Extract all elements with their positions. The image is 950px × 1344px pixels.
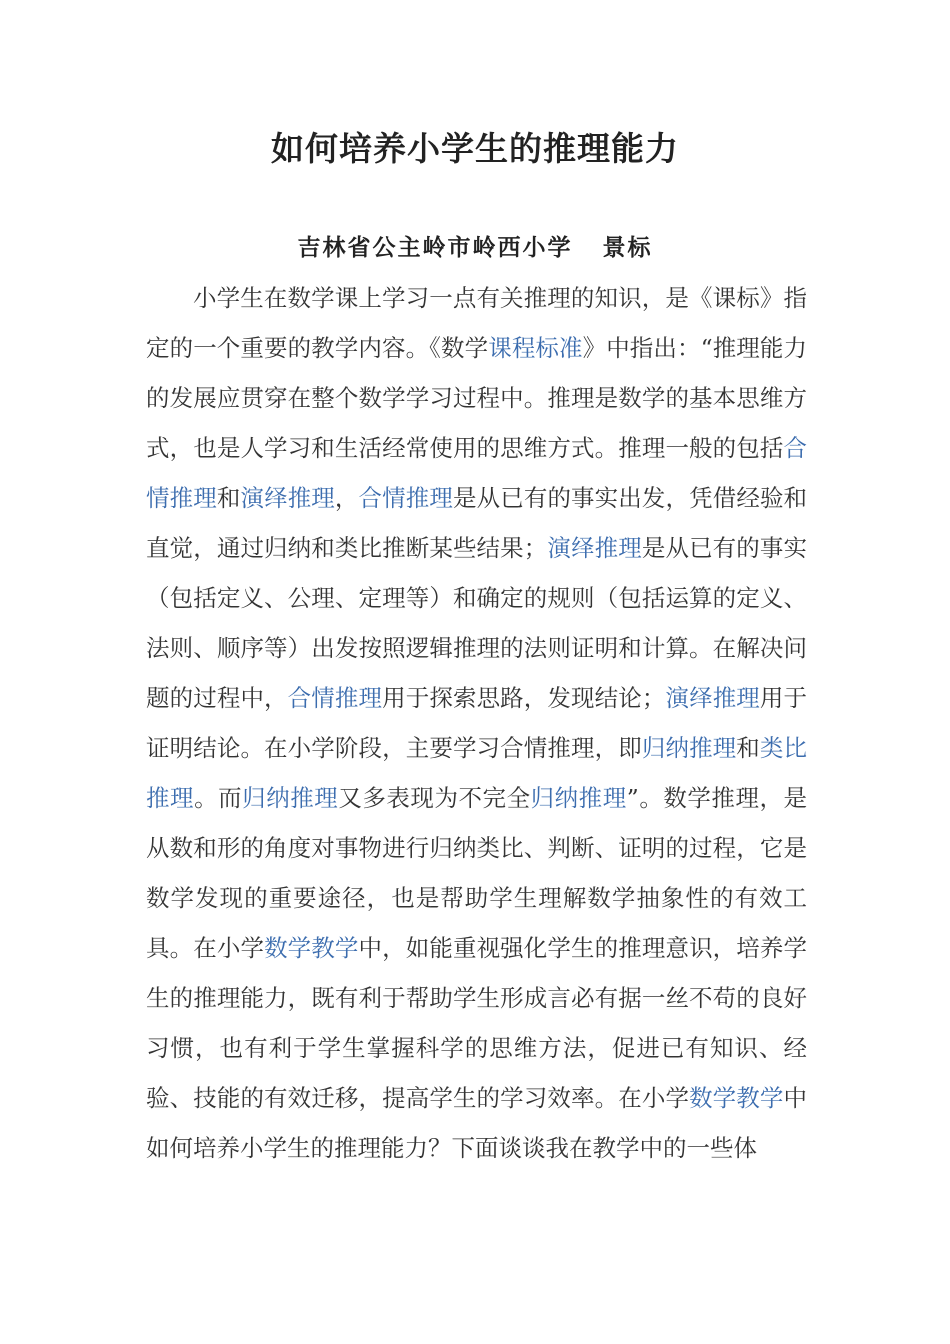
inline-link-keyword[interactable]: 类比推理: [146, 734, 808, 812]
inline-link-keyword[interactable]: 合情推理: [146, 434, 807, 512]
inline-link-keyword[interactable]: 数学教学: [689, 1084, 784, 1112]
text-run: 是从已有的事实出发，凭借经验和直觉，通过归纳和类比推断某些结果；: [146, 484, 808, 562]
text-run: 小学生在数学课上学习一点有关推理的知识，是《课标》指定的一个重要的教学内容。《数学: [146, 284, 807, 362]
inline-link-keyword[interactable]: 合情推理: [287, 684, 383, 712]
inline-link-keyword[interactable]: 演绎推理: [240, 484, 335, 512]
text-run: 用于探索思路，发现结论；: [382, 684, 666, 712]
inline-link-keyword[interactable]: 课程标准: [488, 334, 583, 362]
text-run: 用于证明结论。在小学阶段，主要学习合情推理，即: [146, 684, 808, 762]
text-run: 是从已有的事实（包括定义、公理、定理等）和确定的规则（包括运算的定义、法则、顺序等）出发按照逻辑推理的法则证明和计算。在解决问题的过程中，: [146, 534, 808, 712]
text-run: 和: [216, 484, 241, 512]
inline-link-keyword[interactable]: 归纳推理: [530, 784, 627, 812]
author-name: 景标: [602, 234, 653, 261]
inline-link-keyword[interactable]: 演绎推理: [665, 684, 760, 712]
text-run: 和: [736, 734, 760, 762]
inline-link-keyword[interactable]: 数学教学: [264, 934, 359, 962]
text-run: 中，如能重视强化学生的推理意识，培养学生的推理能力，既有利于帮助学生形成言必有据一丝不苟的良好习惯，也有利于学生掌握科学的思维方法，促进已有知识、经验、技能的有效迁移，提高学生的学习效率。在小学: [146, 934, 808, 1112]
inline-link-keyword[interactable]: 合情推理: [358, 484, 453, 512]
text-run: 。而: [194, 784, 243, 812]
text-run: 中如何培养小学生的推理能力？下面谈谈我在教学中的一些体: [146, 1084, 808, 1162]
author-organization: 吉林省公主岭市岭西小学: [297, 234, 573, 261]
text-run: ，: [334, 484, 359, 512]
author-line: [0, 231, 950, 265]
text-run: 》中指出：“推理能力的发展应贯穿在整个数学学习过程中。推理是数学的基本思维方式，也是人学习和生活经常使用的思维方式。推理一般的包括: [146, 334, 808, 462]
inline-link-keyword[interactable]: 归纳推理: [242, 784, 339, 812]
document-title: 如何培养小学生的推理能力: [271, 129, 679, 168]
inline-link-keyword[interactable]: 演绎推理: [547, 534, 642, 562]
text-run: 又多表现为不完全: [338, 784, 531, 812]
text-run: ”。数学推理，是从数和形的角度对事物进行归纳类比、判断、证明的过程，它是数学发现的重要途径，也是帮助学生理解数学抽象性的有效工具。在小学: [146, 784, 808, 962]
inline-link-keyword[interactable]: 归纳推理: [641, 734, 737, 762]
body-paragraph: [146, 273, 807, 1173]
